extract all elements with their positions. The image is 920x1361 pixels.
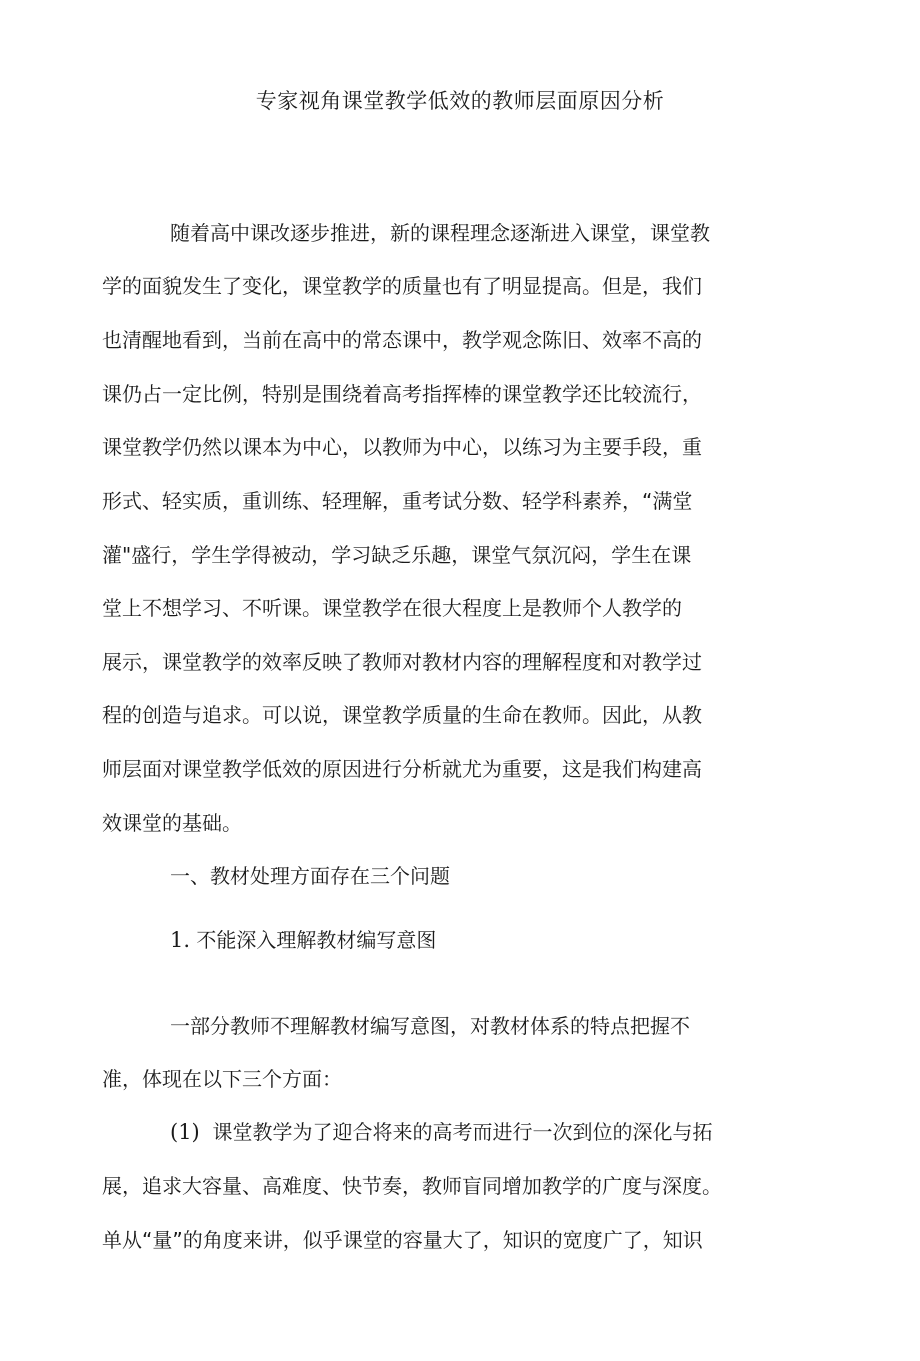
intro-line-3: 也清醒地看到，当前在高中的常态课中，教学观念陈旧、效率不高的 <box>102 328 702 352</box>
subheading-text: 不能深入理解教材编写意图 <box>196 928 437 952</box>
para2-line-1: 一部分教师不理解教材编写意图，对教材体系的特点把握不 <box>170 1014 690 1038</box>
item1-line-1-text: 课堂教学为了迎合将来的高考而进行一次到位的深化与拓 <box>212 1120 713 1144</box>
intro-line-1: 随着高中课改逐步推进，新的课程理念逐渐进入课堂，课堂教 <box>170 221 710 245</box>
item1-line-3: 单从“量”的角度来讲，似乎课堂的容量大了，知识的宽度广了，知识 <box>102 1228 703 1252</box>
intro-line-11: 师层面对课堂教学低效的原因进行分析就尤为重要，这是我们构建高 <box>102 757 702 781</box>
intro-line-5: 课堂教学仍然以课本为中心，以教师为中心，以练习为主要手段，重 <box>102 435 702 459</box>
section-heading: 一、教材处理方面存在三个问题 <box>170 864 450 888</box>
item1-line-1 <box>170 1117 712 1147</box>
document-title: 专家视角课堂教学低效的教师层面原因分析 <box>255 89 665 113</box>
intro-line-4: 课仍占一定比例，特别是围绕着高考指挥棒的课堂教学还比较流行， <box>102 382 702 406</box>
intro-line-6: 形式、轻实质，重训练、轻理解，重考试分数、轻学科素养，“满堂 <box>102 489 693 513</box>
item1-number: (1) <box>170 1120 200 1144</box>
intro-line-8: 堂上不想学习、不听课。课堂教学在很大程度上是教师个人教学的 <box>102 596 682 620</box>
subheading <box>170 925 436 955</box>
intro-line-2: 学的面貌发生了变化，课堂教学的质量也有了明显提高。但是，我们 <box>102 274 702 298</box>
subheading-number: 1. <box>170 928 191 952</box>
intro-line-9: 展示，课堂教学的效率反映了教师对教材内容的理解程度和对教学过 <box>102 650 702 674</box>
item1-line-2: 展，追求大容量、高难度、快节奏，教师盲同增加教学的广度与深度。 <box>102 1174 722 1198</box>
intro-line-7: 灌"盛行，学生学得被动，学习缺乏乐趣，课堂气氛沉闷，学生在课 <box>102 543 692 567</box>
intro-line-12: 效课堂的基础。 <box>102 811 242 835</box>
para2-line-2: 准，体现在以下三个方面： <box>102 1067 342 1091</box>
intro-line-10: 程的创造与追求。可以说，课堂教学质量的生命在教师。因此，从教 <box>102 703 702 727</box>
